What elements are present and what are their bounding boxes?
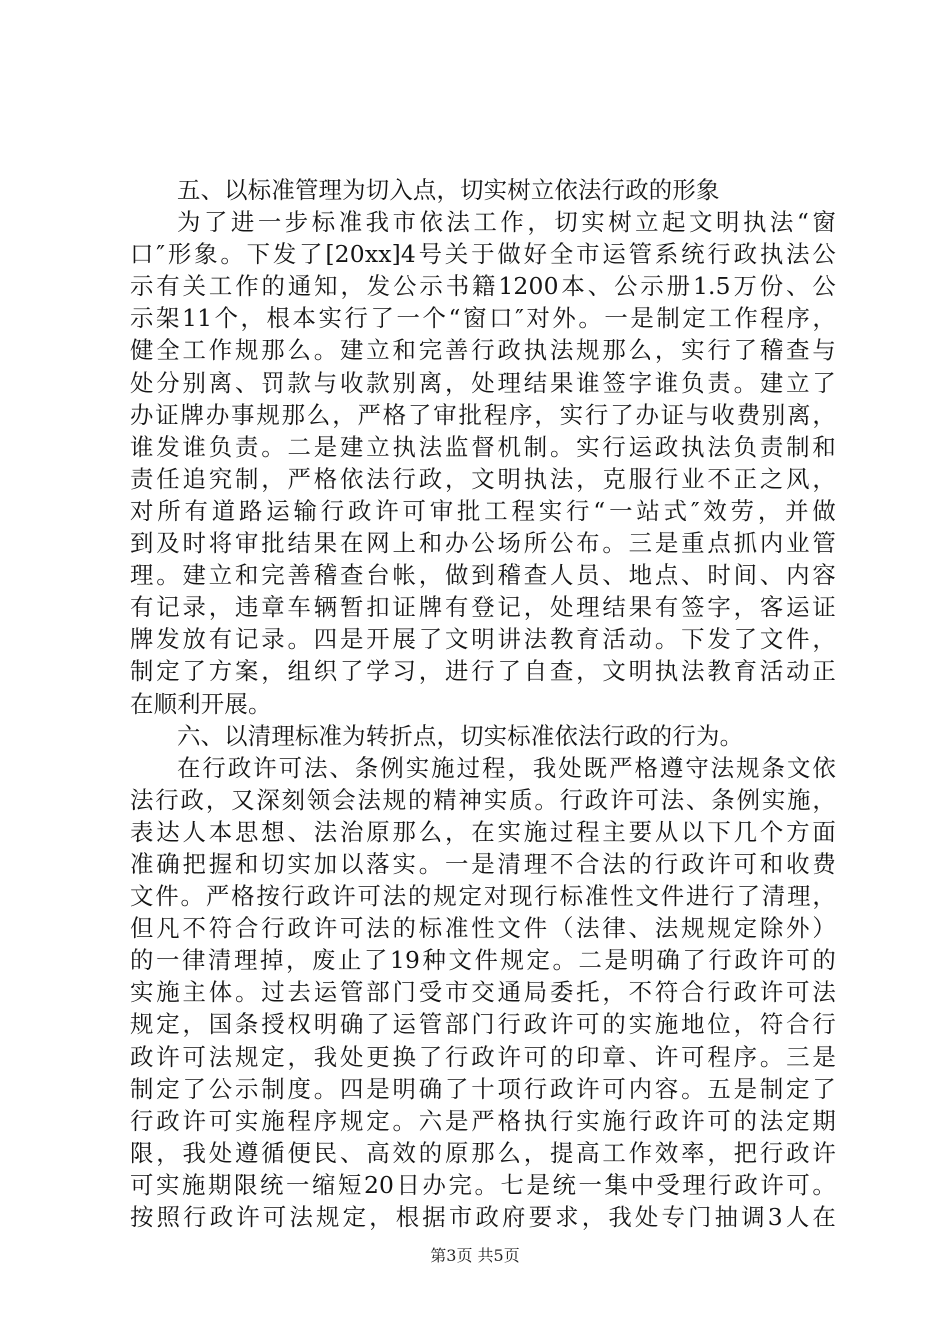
paragraph-line: 可实施期限统一缩短20日办完。七是统一集中受理行政许可。 xyxy=(130,1170,836,1199)
paragraph-line: 谁发谁负责。二是建立执法监督机制。实行运政执法负责制和 xyxy=(130,432,836,461)
paragraph-line: 准确把握和切实加以落实。一是清理不合法的行政许可和收费 xyxy=(130,849,836,878)
paragraph-line: 但凡不符合行政许可法的标准性文件（法律、法规规定除外） xyxy=(130,914,836,943)
paragraph-line: 对所有道路运输行政许可审批工程实行“一站式″效劳，并做 xyxy=(130,496,836,525)
paragraph-line: 在顺利开展。 xyxy=(130,689,272,718)
paragraph-line: 为了进一步标准我市依法工作，切实树立起文明执法“窗 xyxy=(177,208,836,237)
paragraph-line: 到及时将审批结果在网上和办公场所公布。三是重点抓内业管 xyxy=(130,529,836,558)
section-heading-6: 六、以清理标准为转折点，切实标准依法行政的行为。 xyxy=(177,721,744,750)
paragraph-line: 按照行政许可法规定，根据市政府要求，我处专门抽调3人在 xyxy=(130,1203,836,1231)
paragraph-line: 示架11个，根本实行了一个“窗口″对外。一是制定工作程序， xyxy=(130,304,836,333)
paragraph-line: 处分别离、罚款与收款别离，处理结果谁签字谁负责。建立了 xyxy=(130,368,836,397)
paragraph-line: 行政许可实施程序规定。六是严格执行实施行政许可的法定期 xyxy=(130,1106,836,1135)
paragraph-line: 表达人本思想、法治原那么，在实施过程主要从以下几个方面 xyxy=(130,817,836,846)
paragraph-line: 政许可法规定，我处更换了行政许可的印章、许可程序。三是 xyxy=(130,1042,836,1071)
paragraph-line: 法行政，又深刻领会法规的精神实质。行政许可法、条例实施， xyxy=(130,785,836,814)
paragraph-line: 办证牌办事规那么，严格了审批程序，实行了办证与收费别离， xyxy=(130,400,836,429)
paragraph-line: 实施主体。过去运管部门受市交通局委托，不符合行政许可法 xyxy=(130,978,836,1007)
body-text xyxy=(130,174,836,1233)
paragraph-line: 限，我处遵循便民、高效的原那么，提高工作效率，把行政许 xyxy=(130,1138,836,1167)
paragraph-line: 示有关工作的通知，发公示书籍1200本、公示册1.5万份、公 xyxy=(130,272,836,301)
paragraph-line: 口″形象。下发了[20xx]4号关于做好全市运管系统行政执法公 xyxy=(130,240,836,269)
page-number-footer: 第3页 共5页 xyxy=(430,1246,520,1265)
paragraph-line: 的一律清理掉，废止了19种文件规定。二是明确了行政许可的 xyxy=(130,946,836,975)
paragraph-line: 制定了公示制度。四是明确了十项行政许可内容。五是制定了 xyxy=(130,1074,836,1103)
section-heading-5: 五、以标准管理为切入点，切实树立依法行政的形象 xyxy=(177,176,720,204)
paragraph-line: 牌发放有记录。四是开展了文明讲法教育活动。下发了文件， xyxy=(130,625,836,654)
paragraph-line: 健全工作规那么。建立和完善行政执法规那么，实行了稽查与 xyxy=(130,336,836,365)
paragraph-line: 责任追究制，严格依法行政，文明执法，克服行业不正之风， xyxy=(130,464,836,493)
paragraph-line: 理。建立和完善稽查台帐，做到稽查人员、地点、时间、内容 xyxy=(130,561,836,590)
paragraph-line: 有记录，违章车辆暂扣证牌有登记，处理结果有签字，客运证 xyxy=(130,593,836,622)
paragraph-line: 在行政许可法、条例实施过程，我处既严格遵守法规条文依 xyxy=(177,753,836,782)
paragraph-line: 制定了方案，组织了学习，进行了自查，文明执法教育活动正 xyxy=(130,657,836,686)
paragraph-line: 文件。严格按行政许可法的规定对现行标准性文件进行了清理， xyxy=(130,882,836,911)
paragraph-line: 规定，国条授权明确了运管部门行政许可的实施地位，符合行 xyxy=(130,1010,836,1039)
